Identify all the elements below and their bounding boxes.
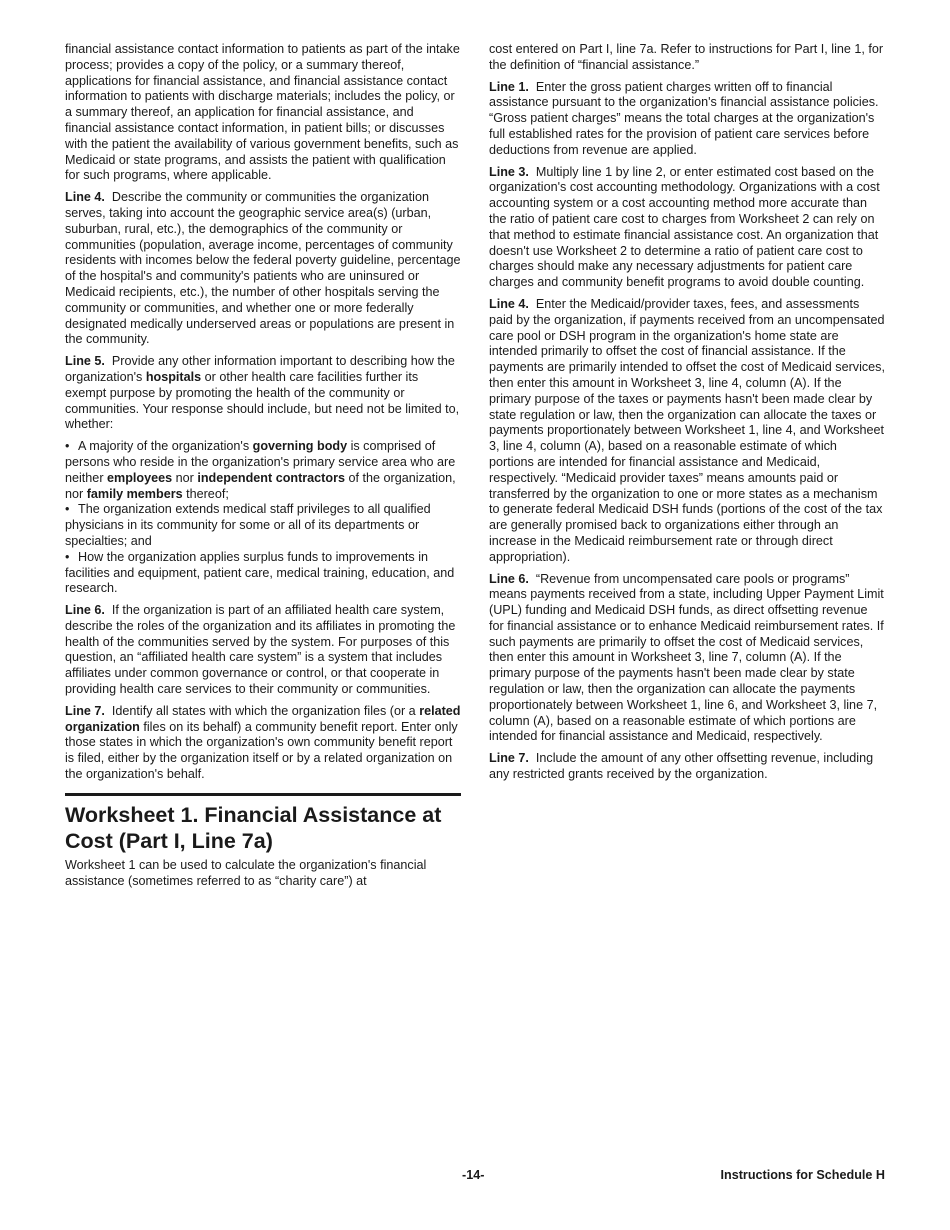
- ws-line3-label: Line 3.: [489, 164, 529, 179]
- ws-line1-paragraph: Line 1. Enter the gross patient charges written off to financial assistance pursuant to the organization's financial assistance policies. “Gross patient charges” means the total charges at the organization's full established rates for the provision of patient care services before deductions from revenue are applied.: [489, 79, 879, 157]
- line4-label: Line 4.: [65, 190, 105, 205]
- line5-bullet-3: • How the organization applies surplus funds to improvements in facilities and equipment, patient care, medical training, education, and research.: [65, 549, 455, 596]
- left-column: [65, 42, 461, 895]
- worksheet-intro-paragraph: Worksheet 1 can be used to calculate the organization's financial assistance (sometimes referred to as “charity care”) at: [65, 857, 427, 888]
- document-title: Instructions for Schedule H: [720, 1168, 885, 1182]
- line5-label: Line 5.: [65, 354, 105, 369]
- line5-bullet-2: • The organization extends medical staff privileges to all qualified physicians in its community for some or all of its departments or specialties; and: [65, 502, 431, 548]
- ws-line3-paragraph: Line 3. Multiply line 1 by line 2, or enter estimated cost based on the organization's cost accounting methodology. Organizations with a cost accounting system or a cost accounting method more accurate than the ratio of patient care cost to charges from Worksheet 2 can rely on that method to estimate financial assistance cost. An organization that doesn't use Worksheet 2 to determine a ratio of patient care cost to charges should make any necessary adjustments for patient care charges and community benefit programs to avoid double counting.: [489, 164, 880, 290]
- ws-line6-label: Line 6.: [489, 571, 529, 586]
- line7-paragraph: Line 7. Identify all states with which the organization files (or a related organization files on its behalf) a community benefit report. Enter only those states in which the organization's own community benefit report is filed, either by the organization itself or by a related organization on the organization's behalf.: [65, 703, 461, 782]
- section-divider: [65, 793, 461, 796]
- right-column: [489, 42, 885, 789]
- page-number: -14-: [462, 1168, 485, 1182]
- line4-paragraph: Line 4. Describe the community or communities the organization serves, taking into account the geographic service area(s) (urban, suburban, rural, etc.), the demographics of the community or communities (population, average income, percentages of community residents with incomes below the federal poverty guideline, percentage of the hospital's and community's patients who are uninsured or Medicaid recipients, etc.), the number of other hospitals serving the community or communities, and whether one or more federally designated medically underserved areas or populations are present in the community.: [65, 190, 461, 347]
- line7-label: Line 7.: [65, 703, 105, 718]
- left-intro-paragraph: financial assistance contact information to patients as part of the intake process; provides a copy of the policy, or a summary thereof, applications for financial assistance, and financial assistance contact information to patients with discharge materials; includes the policy, or a summary thereof, an application for financial assistance, and financial assistance contact information, in patient bills; or discusses with the patient the availability of various government benefits, such as Medicaid or state programs, and assists the patient with qualification for such programs, where applicable.: [65, 42, 460, 183]
- line6-label: Line 6.: [65, 603, 105, 618]
- ws-line7-label: Line 7.: [489, 751, 529, 766]
- line5-bullet-1: • A majority of the organization's governing body is comprised of persons who reside in the organization's primary service area who are neither employees nor independent contractors of the organization, nor family members thereof;: [65, 439, 456, 501]
- ws-line4-label: Line 4.: [489, 296, 529, 311]
- line5-paragraph: Line 5. Provide any other information important to describing how the organization's hospitals or other health care facilities further its exempt purpose by promoting the health of the community or communities. Your response should include, but need not be limited to, whether:: [65, 354, 460, 432]
- right-intro-paragraph: cost entered on Part I, line 7a. Refer to instructions for Part I, line 1, for the definition of “financial assistance.”: [489, 42, 884, 72]
- ws-line7-paragraph: Line 7. Include the amount of any other offsetting revenue, including any restricted grants received by the organization.: [489, 751, 874, 782]
- bullet-icon: •: [65, 549, 70, 564]
- line6-paragraph: Line 6. If the organization is part of an affiliated health care system, describe the roles of the organization and its affiliates in promoting the health of the communities served by the system. For purposes of this question, an “affiliated health care system” is a system that includes affiliates under common governance or control, or that cooperate in providing health care services to their community or communities.: [65, 603, 456, 697]
- ws-line4-paragraph: Line 4. Enter the Medicaid/provider taxes, fees, and assessments paid by the organization, if payments received from an uncompensated care pool or DSH program in the organization's home state are intended primarily to offset the cost of financial assistance. If the payments are primarily intended to offset the cost of Medicaid services, then enter this amount in Worksheet 3, line 4, column (A). If the primary purpose of the taxes or payments hasn't been made clear by state regulation or law, then the organization can allocate the taxes or payments proportionately between Worksheet 1, line 4, and Worksheet 3, line 4, column (A), based on a reasonable estimate of which portions are intended for financial assistance and Medicaid, respectively. “Medicaid provider taxes” means amounts paid or transferred by the organization to one or more states as a mechanism to generate federal Medicaid DSH funds (portions of the cost of the tax are generally promised back to organizations either through an increase in the Medicaid reimbursement rate or through direct appropriation).: [489, 296, 885, 564]
- bullet-icon: •: [65, 439, 70, 454]
- ws-line1-label: Line 1.: [489, 79, 529, 94]
- bullet-icon: •: [65, 502, 70, 517]
- worksheet-heading: Worksheet 1. Financial Assistance at Cost (Part I, Line 7a): [65, 802, 442, 853]
- ws-line6-paragraph: Line 6. “Revenue from uncompensated care pools or programs” means payments received from a state, including Upper Payment Limit (UPL) funding and Medicaid DSH funds, as direct offsetting revenue for financial assistance or to enhance Medicaid reimbursement rates. If such payments are primarily to offset the cost of Medicaid services, then enter this amount in Worksheet 3, line 7, column (A). If the primary purpose of the payments hasn't been made clear by state regulation or law, then the organization can allocate the payments proportionately between Worksheet 1, line 6, and Worksheet 3, line 7, column (A), based on a reasonable estimate of which portions are intended for financial assistance and Medicaid, respectively.: [489, 571, 884, 744]
